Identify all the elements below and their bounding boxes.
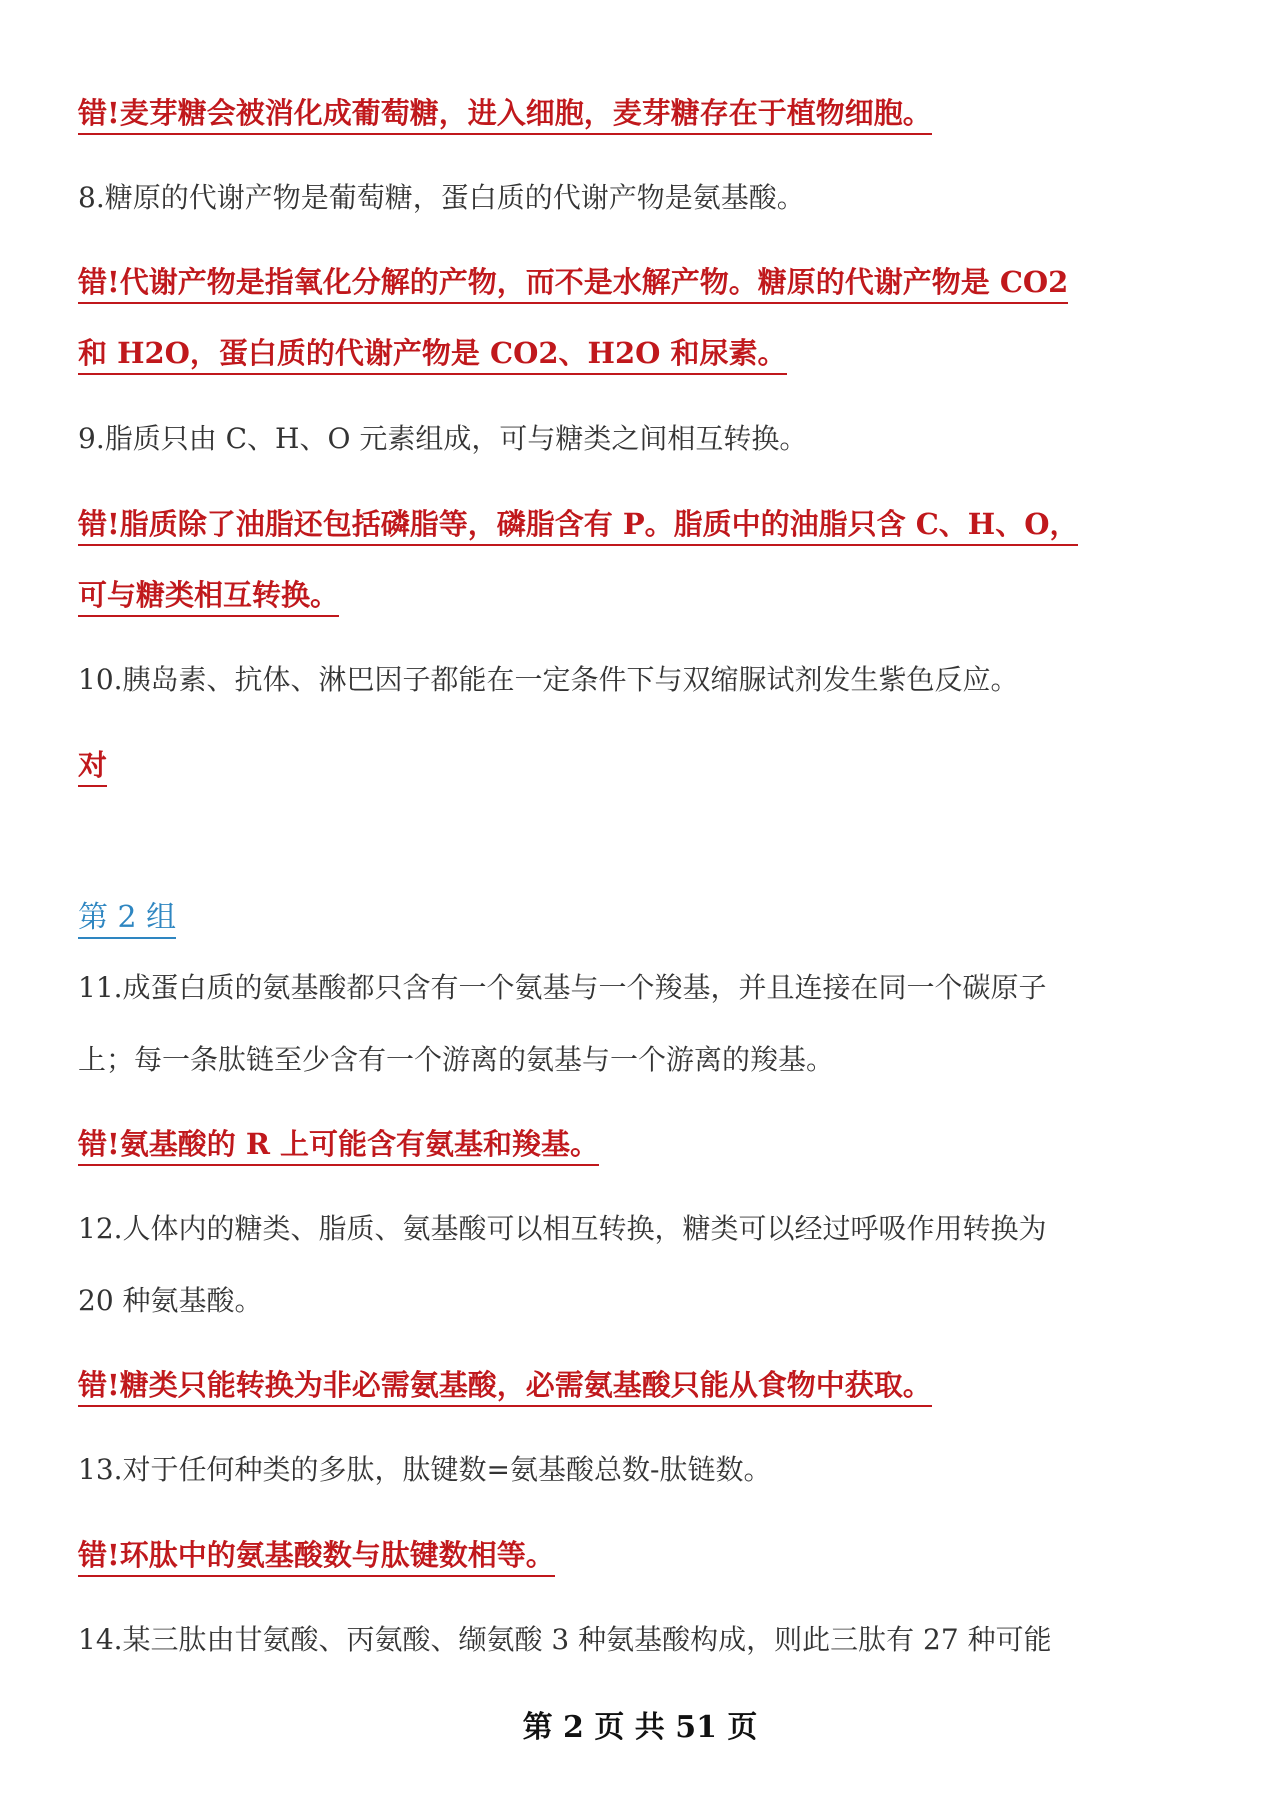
question-8: 8.糖原的代谢产物是葡萄糖，蛋白质的代谢产物是氨基酸。 [78, 181, 805, 214]
question-12-line-1: 12.人体内的糖类、脂质、氨基酸可以相互转换，糖类可以经过呼吸作用转换为 [78, 1212, 1047, 1245]
answer-7-line-1: 错!麦芽糖会被消化成葡萄糖，进入细胞，麦芽糖存在于植物细胞。 [78, 93, 932, 133]
question-11-line-2: 上；每一条肽链至少含有一个游离的氨基与一个游离的羧基。 [78, 1043, 835, 1076]
answer-13: 错!环肽中的氨基酸数与肽键数相等。 [78, 1535, 555, 1575]
question-10: 10.胰岛素、抗体、淋巴因子都能在一定条件下与双缩脲试剂发生紫色反应。 [78, 663, 1019, 696]
answer-9-line-2: 可与糖类相互转换。 [78, 575, 339, 615]
answer-9-line-1: 错!脂质除了油脂还包括磷脂等，磷脂含有 P。脂质中的油脂只含 C、H、O， [78, 504, 1078, 544]
question-12-line-2: 20 种氨基酸。 [78, 1284, 263, 1317]
answer-12: 错!糖类只能转换为非必需氨基酸，必需氨基酸只能从食物中获取。 [78, 1365, 932, 1405]
question-9: 9.脂质只由 C、H、O 元素组成，可与糖类之间相互转换。 [78, 422, 808, 455]
answer-10: 对 [78, 745, 107, 785]
question-13: 13.对于任何种类的多肽，肽键数=氨基酸总数-肽链数。 [78, 1453, 772, 1486]
question-14-line-1: 14.某三肽由甘氨酸、丙氨酸、缬氨酸 3 种氨基酸构成，则此三肽有 27 种可能 [78, 1623, 1052, 1656]
question-11-line-1: 11.成蛋白质的氨基酸都只含有一个氨基与一个羧基，并且连接在同一个碳原子 [78, 971, 1047, 1004]
page-number-footer: 第 2 页 共 51 页 [522, 1710, 758, 1745]
group-2-heading: 第 2 组 [78, 898, 176, 938]
answer-8-line-1: 错!代谢产物是指氧化分解的产物，而不是水解产物。糖原的代谢产物是 CO2 [78, 262, 1068, 302]
answer-8-line-2: 和 H2O，蛋白质的代谢产物是 CO2、H2O 和尿素。 [78, 333, 787, 373]
answer-11: 错!氨基酸的 R 上可能含有氨基和羧基。 [78, 1124, 599, 1164]
